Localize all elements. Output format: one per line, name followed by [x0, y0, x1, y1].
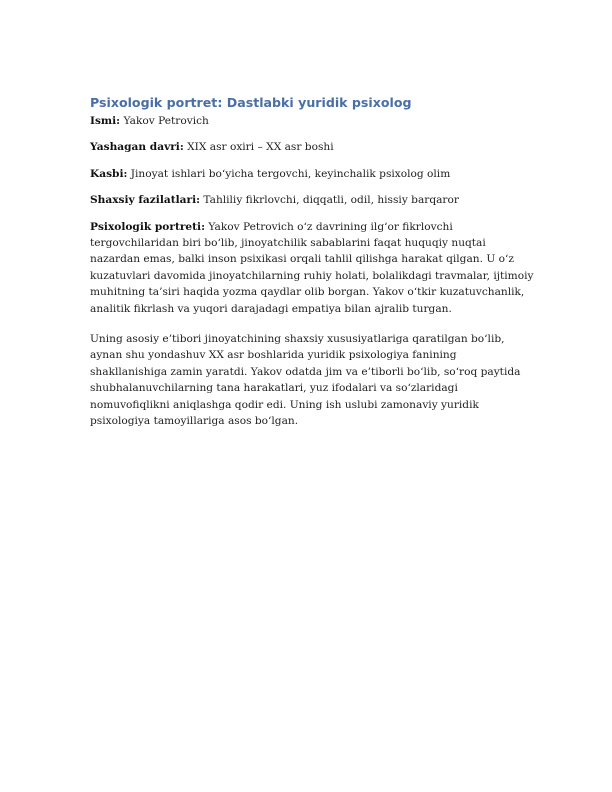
field-lifetime-value: XIX asr oxiri – XX asr boshi: [187, 141, 334, 154]
field-profession-value: Jinoyat ishlari bo‘yicha tergovchi, keyinchalik psixolog olim: [130, 167, 451, 180]
field-personal-qualities: [90, 192, 536, 208]
document-body: [90, 94, 536, 444]
closing-paragraph: Uning asosiy e’tibori jinoyatchining shaxsiy xususiyatlariga qaratilgan bo‘lib, aynan shu yondashuv XX asr boshlarida yuridik psixologiya fanining shakllanishiga zamin yaratdi. Yakov odatda jim va e’tiborli bo‘lib, so‘roq paytida shubhalanuvchilarning tana harakatlari, yuz ifodalari va so‘zlaridagi nomuvofiqlikni aniqlashga qodir edi. Uning ish uslubi zamonaviy yuridik psixologiya tamoyillariga asos bo‘lgan.: [90, 333, 521, 428]
field-personal-qualities-value: Tahliliy fikrlovchi, diqqatli, odil, hissiy barqaror: [203, 194, 459, 207]
field-personal-qualities-label: Shaxsiy fazilatlari:: [90, 194, 201, 207]
psychological-portrait-text: Yakov Petrovich o‘z davrining ilg‘or fikrlovchi tergovchilaridan biri bo‘lib, jinoyatchilik sabablarini faqat huquqiy nuqtai nazardan emas, balki inson psixikasi orqali tahlil qilishga harakat qilgan. U o‘z kuzatuvlari davomida jinoyatchilarning ruhiy holati, bolalikdagi travmalar, ijtimoiy muhitning ta’siri haqida yozma qaydlar olib borgan. Yakov o‘tkir kuzatuvchanlik, analitik fikrlash va yuqori darajadagi empatiya bilan ajralib turgan.: [90, 220, 534, 315]
field-name-label: Ismi:: [90, 115, 121, 127]
field-lifetime: [90, 139, 536, 155]
field-lifetime-label: Yashagan davri:: [90, 141, 184, 154]
field-profession: [90, 166, 536, 182]
field-name: [90, 113, 536, 129]
field-name-value: Yakov Petrovich: [123, 115, 209, 127]
document-title: Psixologik portret: Dastlabki yuridik psixolog: [90, 95, 412, 110]
psychological-portrait-paragraph: [90, 219, 536, 317]
psychological-portrait-label: Psixologik portreti:: [90, 220, 205, 233]
field-profession-label: Kasbi:: [90, 167, 128, 180]
